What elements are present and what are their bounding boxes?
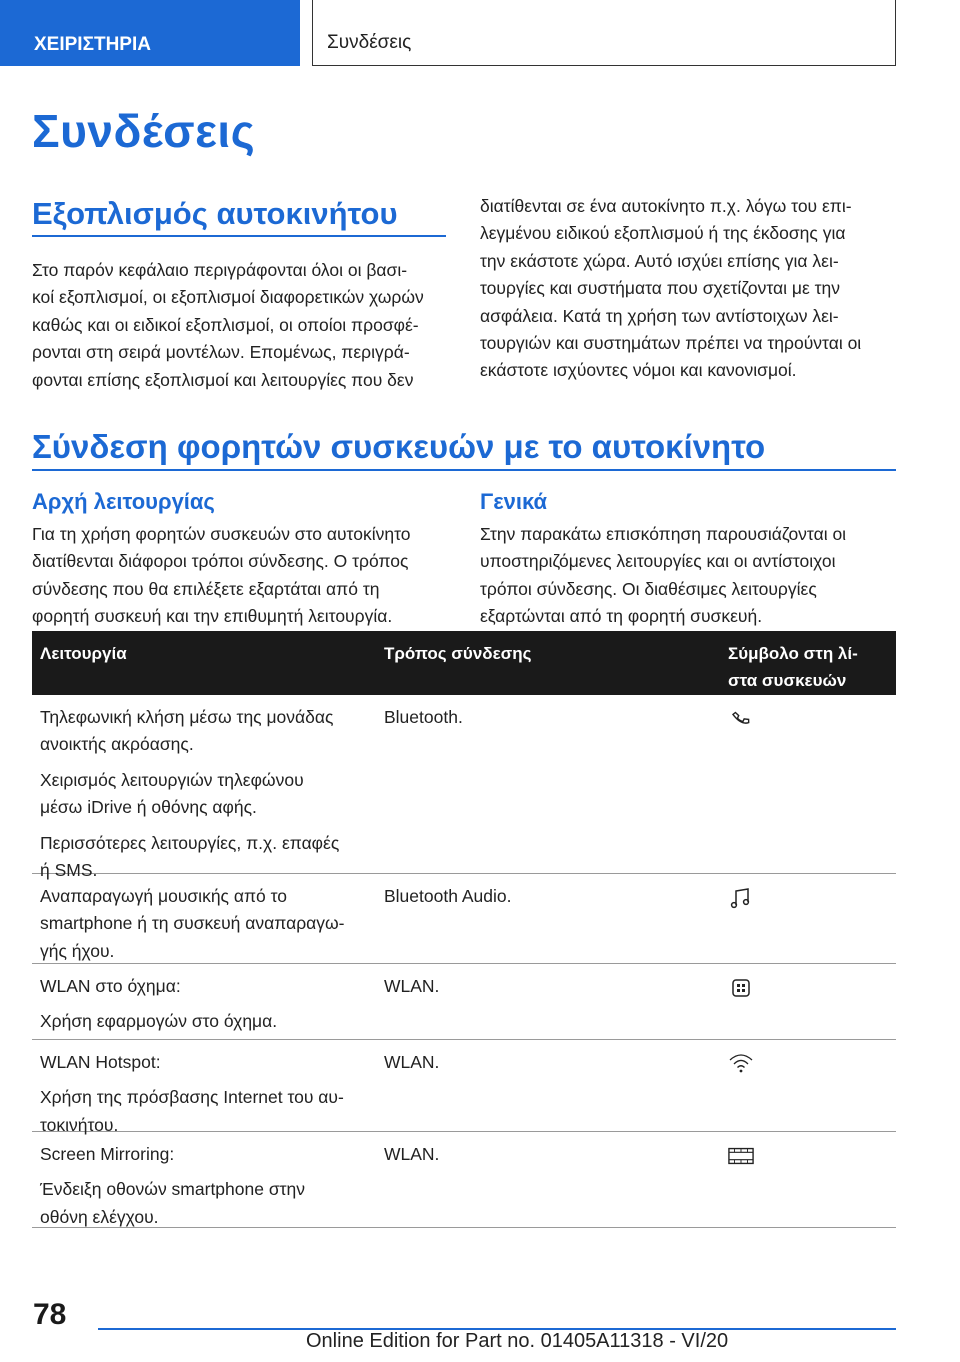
method-cell: WLAN. <box>384 1144 440 1164</box>
text-line: εκάστοτε ισχύοντες νόμοι και κανονισμοί. <box>480 360 797 381</box>
text-line: καθώς και οι ειδικοί εξοπλισμοί, οι οποίοι προσφέ- <box>32 314 419 335</box>
text-line: Screen Mirroring: <box>40 1144 175 1164</box>
text-line: σύνδεσης που θα επιλέξετε εξαρτάται από τη <box>32 578 380 599</box>
text-line: Χειρισμός λειτουργιών τηλεφώνου <box>40 769 304 790</box>
text-line: Στο παρόν κεφάλαιο περιγράφονται όλοι οι βασι- <box>32 260 408 280</box>
text-line: Αναπαραγωγή μουσικής από το <box>40 886 288 906</box>
text-line: Χρήση εφαρμογών στο όχημα. <box>40 1011 278 1032</box>
table-row <box>32 874 896 964</box>
text-line: WLAN στο όχημα: <box>40 976 181 996</box>
principle-heading: Αρχή λειτουργίας <box>32 489 215 514</box>
connection-rule <box>32 469 896 471</box>
text-line: τουργίες και συστήματα που σχετίζονται με την <box>480 278 841 299</box>
music-note-icon <box>728 885 754 911</box>
text-line: μέσω iDrive ή οθόνης αφής. <box>40 797 257 818</box>
screen-mirroring-icon <box>728 1143 754 1169</box>
apps-icon <box>728 975 754 1001</box>
text-line: στα συσκευών <box>728 671 847 690</box>
page-title: Συνδέσεις <box>32 105 256 157</box>
text-line: smartphone ή τη συσκευή αναπαραγω- <box>40 913 345 934</box>
table-row <box>32 1132 896 1228</box>
column-header-function: Λειτουργία <box>40 644 127 663</box>
wifi-icon <box>728 1051 754 1077</box>
method-cell: WLAN. <box>384 1052 440 1072</box>
text-line: κοί εξοπλισμοί, οι εξοπλισμοί διαφορετικών χωρών <box>32 287 424 308</box>
text-line: Στην παρακάτω επισκόπηση παρουσιάζονται οι <box>480 524 847 544</box>
page-number: 78 <box>33 1298 67 1331</box>
text-line: ασφάλεια. Κατά τη χρήση των αντίστοιχων λει- <box>480 305 839 326</box>
general-heading: Γενικά <box>480 489 548 514</box>
text-line: Σύμβολο στη λί- <box>728 644 858 663</box>
text-line: γής ήχου. <box>40 940 115 961</box>
text-line: οθόνη ελέγχου. <box>40 1206 159 1227</box>
equipment-text-right <box>480 193 900 385</box>
equipment-rule <box>32 235 446 237</box>
page-header <box>0 0 960 66</box>
text-line: ρονται στη σειρά μοντέλων. Επομένως, περιγρά- <box>32 342 410 363</box>
function-cell <box>40 883 370 973</box>
text-line: λεγμένου ειδικού εξοπλισμού ή της έκδοσης για <box>480 223 846 244</box>
text-line: την εκάστοτε χώρα. Αυτό ισχύει επίσης για λει- <box>480 250 839 271</box>
text-line: ανοικτής ακρόασης. <box>40 734 194 755</box>
connection-heading: Σύνδεση φορητών συσκευών με το αυτοκίνητο <box>32 428 766 465</box>
column-header-symbol <box>728 640 858 694</box>
section-tab[interactable]: ΧΕΙΡΙΣΤΗΡΙΑ <box>0 0 300 66</box>
principle-text <box>32 521 462 631</box>
text-line: διατίθενται διάφοροι τρόποι σύνδεσης. Ο τρόπος <box>32 551 409 572</box>
text-line: Για τη χρήση φορητών συσκευών στο αυτοκίνητο <box>32 524 411 544</box>
phone-icon <box>728 706 754 732</box>
text-line: Ένδειξη οθονών smartphone στην <box>40 1179 306 1200</box>
symbol-cell <box>728 973 788 1001</box>
chapter-title: Συνδέσεις <box>312 0 896 66</box>
symbol-cell <box>728 883 788 911</box>
table-row <box>32 1040 896 1135</box>
text-line: φονται επίσης εξοπλισμοί και λειτουργίες που δεν <box>32 369 414 390</box>
text-line: Τηλεφωνική κλήση μέσω της μονάδας <box>40 707 334 727</box>
edition-note: Online Edition for Part no. 01405A11318 - VI/20 <box>306 1330 729 1352</box>
table-row <box>32 695 896 881</box>
text-line: διατίθενται σε ένα αυτοκίνητο π.χ. λόγω του επι- <box>480 196 852 216</box>
text-line: εξαρτώνται από τη φορητή συσκευή. <box>480 606 763 627</box>
text-line: τουργιών και συστημάτων πρέπει να τηρούνται οι <box>480 333 862 354</box>
text-line: τρόποι σύνδεσης. Οι διαθέσιμες λειτουργίες <box>480 578 817 599</box>
text-line: φορητή συσκευή και την επιθυμητή λειτουργία. <box>32 606 393 627</box>
symbol-cell <box>728 1141 788 1169</box>
method-cell: Bluetooth. <box>384 707 463 727</box>
method-cell: Bluetooth Audio. <box>384 886 512 906</box>
equipment-heading: Εξοπλισμός αυτοκινήτου <box>32 196 398 231</box>
text-line: Περισσότερες λειτουργίες, π.χ. επαφές <box>40 832 340 853</box>
function-cell <box>40 1141 370 1239</box>
text-line: WLAN Hotspot: <box>40 1052 161 1072</box>
symbol-cell <box>728 704 788 732</box>
table-row <box>32 964 896 1040</box>
text-line: υποστηριζόμενες λειτουργίες και οι αντίστοιχοι <box>480 551 836 572</box>
symbol-cell <box>728 1049 788 1077</box>
function-cell <box>40 704 370 892</box>
method-cell: WLAN. <box>384 976 440 996</box>
column-header-method: Τρόπος σύνδεσης <box>384 644 532 663</box>
text-line: Χρήση της πρόσβασης Internet του αυ- <box>40 1087 344 1108</box>
function-cell <box>40 973 370 1044</box>
text-line: τοκινήτου. <box>40 1114 119 1135</box>
general-text <box>480 521 900 631</box>
table-header <box>32 631 896 695</box>
equipment-text-left <box>32 257 452 394</box>
text-line: ή SMS. <box>40 860 98 881</box>
